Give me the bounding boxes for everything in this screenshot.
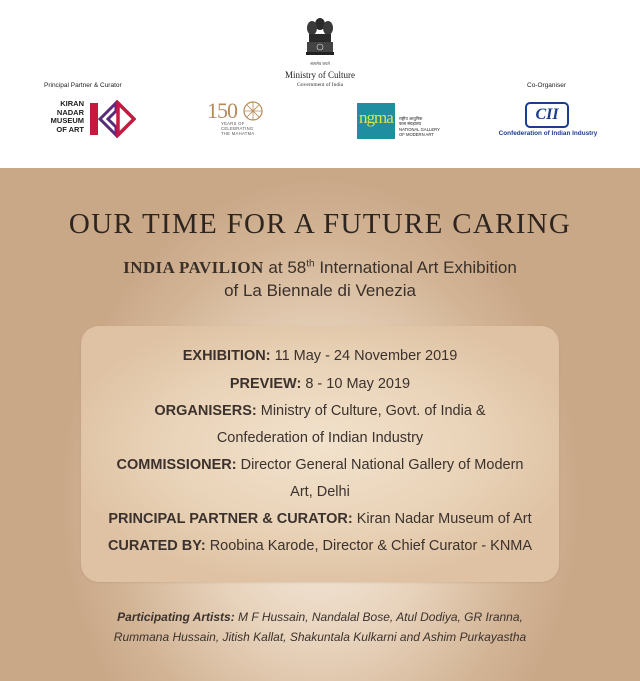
details-card — [81, 326, 559, 582]
detail-organisers-cont: Confederation of Indian Industry — [216, 430, 424, 446]
artists-label: Participating Artists: — [117, 610, 235, 624]
subtitle-sup: th — [306, 258, 315, 270]
subtitle-pre: at 58 — [263, 258, 307, 277]
detail-value: 8 - 10 May 2019 — [301, 376, 411, 392]
gandhi-150-text: CELEBRATING — [221, 125, 254, 131]
ngma-text: OF MODERN ART — [399, 132, 434, 138]
logo-text-line: OF ART — [56, 124, 84, 134]
detail-partner — [81, 511, 559, 527]
page-title: OUR TIME FOR A FUTURE CARING — [68, 208, 572, 240]
detail-label: EXHIBITION: — [182, 348, 271, 364]
detail-value: Roobina Karode, Director & Chief Curator - KNMA — [205, 538, 533, 554]
gandhi-150-text: THE MAHATMA — [221, 130, 255, 136]
artists-names: M F Hussain, Nandalal Bose, Atul Dodiya, GR Iranna, — [234, 610, 523, 624]
detail-value: Ministry of Culture, Govt. of India & — [256, 403, 486, 419]
cii-logo — [525, 102, 569, 128]
participating-artists-line-1 — [0, 610, 640, 624]
ministry-title: Ministry of Culture — [285, 70, 355, 80]
kiran-nadar-logo — [34, 100, 138, 138]
cii-name: Confederation of Indian Industry — [498, 130, 598, 137]
logo-text-line: MUSEUM — [50, 116, 84, 125]
ngma-mark — [357, 103, 395, 139]
detail-commissioner-cont: Art, Delhi — [290, 484, 350, 500]
charkha-icon — [241, 100, 265, 122]
logo-text-line: NADAR — [56, 107, 84, 117]
pavilion-name: INDIA PAVILION — [123, 258, 264, 277]
cii-logo-text: CII — [535, 106, 559, 123]
gandhi-150-logo — [207, 98, 271, 142]
emblem-motto: सत्यमेव जयते — [310, 61, 330, 66]
co-organiser-caption: Co-Organiser — [527, 82, 567, 89]
gandhi-150-text: YEARS OF — [221, 121, 245, 126]
detail-curated — [81, 538, 559, 554]
ngma-logo — [357, 103, 447, 141]
ngma-letters: ngma — [359, 108, 393, 127]
detail-value: Director General National Gallery of Modern — [236, 457, 524, 473]
subtitle-line-1 — [0, 258, 640, 278]
national-emblem-icon — [303, 14, 337, 62]
gandhi-150-number: 150 — [207, 98, 237, 123]
logo-text-line: KIRAN — [60, 99, 84, 108]
header-logos-bar — [0, 0, 640, 168]
detail-label: PREVIEW: — [229, 376, 302, 392]
subtitle-post: International Art Exhibition — [314, 258, 517, 277]
detail-value: Kiran Nadar Museum of Art — [352, 511, 532, 527]
detail-commissioner — [81, 457, 559, 473]
detail-preview — [81, 376, 559, 392]
detail-value: 11 May - 24 November 2019 — [270, 348, 458, 364]
participating-artists-line-2: Rummana Hussain, Jitish Kallat, Shakuntala Kulkarni and Ashim Purkayastha — [113, 630, 527, 644]
subtitle-line-2: of La Biennale di Venezia — [224, 281, 416, 300]
ngma-text: कला संग्रहालय — [399, 121, 422, 127]
detail-label: COMMISSIONER: — [116, 457, 237, 473]
ngma-text: NATIONAL GALLERY — [399, 126, 440, 132]
detail-exhibition — [81, 348, 559, 364]
detail-label: CURATED BY: — [107, 538, 206, 554]
ministry-subtitle: Government of India — [296, 82, 344, 88]
ngma-text: राष्ट्रीय आधुनिक — [399, 116, 423, 121]
detail-label: PRINCIPAL PARTNER & CURATOR: — [108, 511, 353, 527]
knma-mark-icon — [88, 100, 136, 138]
detail-label: ORGANISERS: — [154, 403, 257, 419]
detail-organisers — [81, 403, 559, 419]
principal-partner-caption: Principal Partner & Curator — [44, 82, 122, 89]
